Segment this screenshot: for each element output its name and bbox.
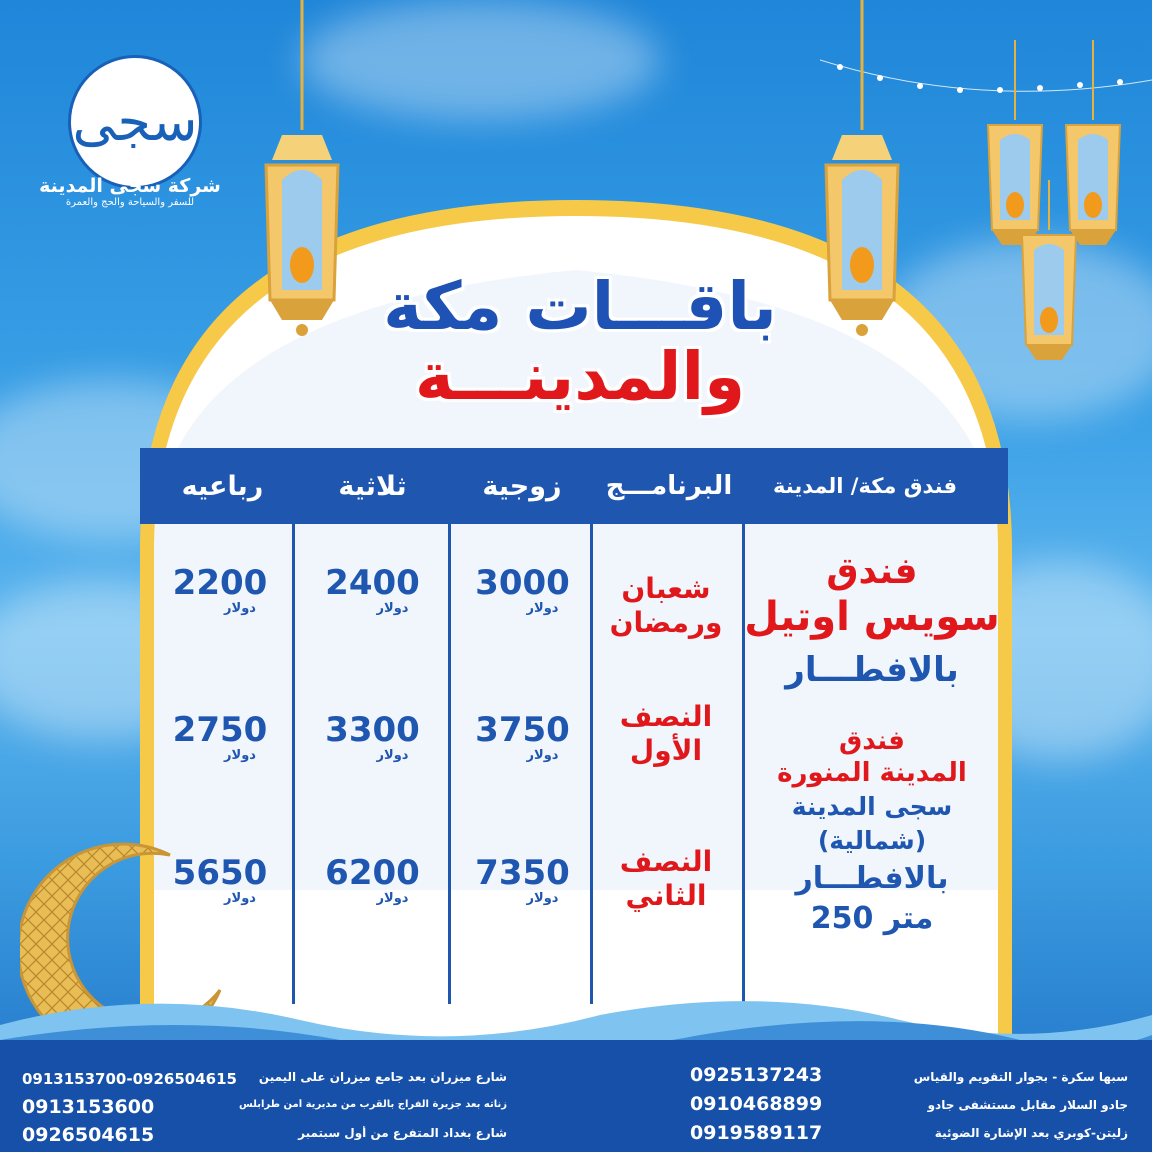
price-quad: 2200 دولار [172, 563, 268, 616]
footer-phone: 0910468899 [690, 1093, 823, 1115]
hotel-madinah [742, 725, 1002, 937]
price-double: 7350 دولار [475, 853, 570, 906]
column-divider [292, 524, 295, 1004]
price-double: 3750 دولار [475, 710, 570, 763]
price-double: 3000 دولار [475, 563, 570, 616]
footer-phone: 0913153600 [22, 1096, 155, 1118]
header-quad: رباعيه [181, 470, 264, 502]
footer-address: سبها سكرة - بجوار التقويم والقياس [913, 1070, 1128, 1084]
hotel-madinah-label: فندق [839, 726, 905, 756]
price-triple: 3300 دولار [325, 710, 420, 763]
hotel-madinah-meal: بالافطـــار [795, 861, 949, 896]
footer-phones-line: 0913153700-0926504615 [22, 1070, 237, 1088]
footer-address: زناته بعد جزيرة الفراج بالقرب من مديرية أمن طرابلس [239, 1099, 507, 1110]
footer-phone: 0925137243 [690, 1064, 823, 1086]
hotel-makkah-label: فندق [826, 551, 918, 592]
price-triple: 6200 دولار [325, 853, 420, 906]
footer-phone: 0919589117 [690, 1122, 823, 1144]
footer-address: شارع بغداد المتفرع من أول سبتمبر [298, 1126, 507, 1140]
company-name-block [30, 175, 230, 208]
column-divider [590, 524, 593, 1004]
program-cell: النصف الثاني [619, 845, 713, 912]
lantern-icon [812, 0, 912, 340]
hotel-madinah-distance: 250 متر [810, 901, 934, 936]
hotel-makkah-meal: بالافطـــار [785, 650, 959, 690]
cloud [300, 0, 660, 120]
footer-address: جادو السلار مقابل مستشفى جادو [927, 1098, 1128, 1112]
price-quad: 2750 دولار [172, 710, 268, 763]
lantern-icon [1014, 180, 1084, 380]
header-program: البرنامـــج [605, 471, 733, 501]
hotel-madinah-city: المدينة المنورة [777, 758, 967, 788]
page-title-line1: باقـــات مكة [383, 268, 777, 345]
company-tagline: للسفر والسياحة والحج والعمرة [65, 197, 195, 208]
footer-address: شارع ميزران بعد جامع ميزران على اليمين [258, 1070, 507, 1084]
program-cell: شعبان ورمضان [609, 572, 723, 639]
column-divider [448, 524, 451, 1004]
hotel-madinah-area: (شمالية) [817, 826, 927, 855]
header-double: زوجية [482, 470, 562, 502]
lantern-icon [252, 0, 352, 340]
footer-address: زليتن-كوبري بعد الإشارة الضوئية [934, 1126, 1128, 1140]
price-quad: 5650 دولار [172, 853, 268, 906]
company-name: شركة سجى المدينة [39, 175, 221, 197]
price-triple: 2400 دولار [325, 563, 420, 616]
hotel-madinah-name: سجى المدينة [791, 792, 953, 821]
company-logo [68, 55, 202, 189]
calligraphy-logo-icon: سجى [72, 90, 198, 153]
page-title-line2: والمدينـــة [414, 338, 746, 415]
program-cell: النصف الأول [619, 700, 713, 767]
footer-phone: 0926504615 [22, 1124, 155, 1146]
header-hotel: فندق مكة/ المدينة [773, 474, 957, 498]
hotel-makkah [742, 550, 1002, 700]
hotel-makkah-name: سويس اوتيل [744, 594, 1000, 640]
header-triple: ثلاثية [338, 470, 407, 502]
